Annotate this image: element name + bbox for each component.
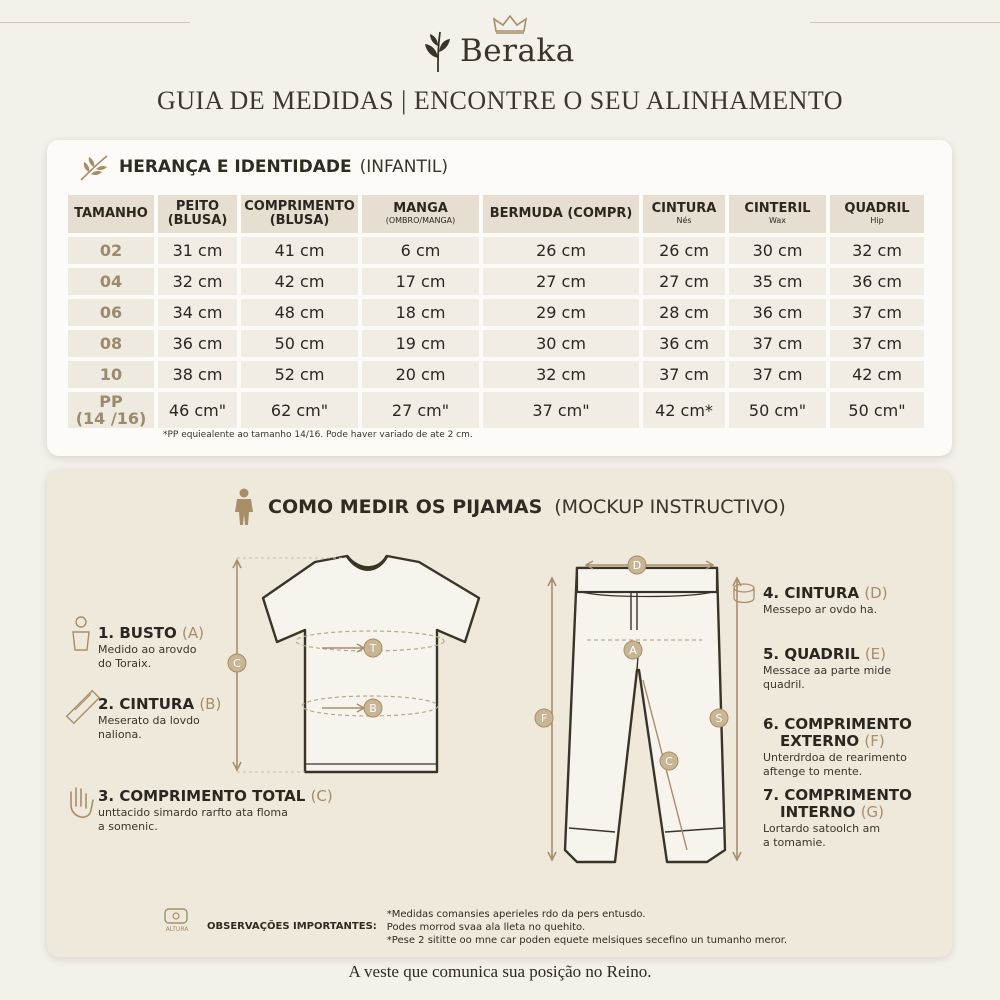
- footer-tagline: A veste que comunica sua posição no Reino.: [348, 962, 652, 981]
- size-table-card: [47, 140, 952, 456]
- measure-badge-letter: B: [369, 702, 377, 715]
- size-cell: 02: [68, 237, 154, 264]
- measurement-cell: 42 cm: [241, 268, 358, 295]
- step-total-length: 3. COMPRIMENTO TOTAL (C) unttacido simardo rarfto ata floma a somenic.: [98, 787, 333, 833]
- observation-item: Podes morrod svaa ala lleta no quehito.: [386, 922, 586, 933]
- table-heading: [77, 150, 448, 184]
- measure-badge-letter: D: [632, 559, 642, 572]
- measurement-cell: 46 cm": [158, 392, 237, 428]
- measurement-cell: 28 cm: [643, 299, 725, 326]
- measure-badge: [710, 709, 728, 727]
- page-title: GUIA DE MEDIDAS | ENCONTRE O SEU ALINHAMENTO: [156, 86, 844, 115]
- table-row-pp: [68, 392, 924, 428]
- measurement-cell: 35 cm: [729, 268, 826, 295]
- size-cell: 08: [68, 330, 154, 357]
- pants-illustration: [565, 568, 725, 862]
- measurement-cell: 31 cm: [158, 237, 237, 264]
- brand-logo: [420, 26, 620, 76]
- col-header-chest: PEITO (BLUSA): [158, 195, 237, 233]
- measurement-cell: 6 cm: [362, 237, 479, 264]
- measurement-cell: 48 cm: [241, 299, 358, 326]
- measurement-cell: 26 cm: [483, 237, 639, 264]
- measure-badge-letter: A: [629, 644, 637, 657]
- measurement-cell: 50 cm": [830, 392, 924, 428]
- observations: [157, 908, 787, 947]
- col-header-length: COMPRIMENTO (BLUSA): [241, 195, 358, 233]
- measurement-cell: 36 cm: [158, 330, 237, 357]
- observations-label: OBSERVAÇÕES IMPORTANTES:: [207, 921, 377, 932]
- measurement-cell: 37 cm: [729, 361, 826, 388]
- measurement-cell: 36 cm: [830, 268, 924, 295]
- size-table: [64, 191, 928, 432]
- col-header-hip: QUADRIL Hip: [830, 195, 924, 233]
- measurement-cell: 36 cm: [729, 299, 826, 326]
- measure-badge-letter: S: [715, 712, 723, 725]
- table-row: [68, 268, 924, 295]
- measurement-cell: 32 cm: [830, 237, 924, 264]
- size-pp-label: PP: [99, 392, 123, 411]
- measurement-cell: 62 cm": [241, 392, 358, 428]
- step-bust: 1. BUSTO (A) Medido ao arovdo do Toraix.: [98, 624, 204, 670]
- measurement-cell: 30 cm: [483, 330, 639, 357]
- measurement-cell: 17 cm: [362, 268, 479, 295]
- table-row: [68, 299, 924, 326]
- measure-badge: [660, 752, 678, 770]
- table-footnote: *PP equiealente ao tamanho 14/16. Pode haver variado de ate 2 cm.: [163, 430, 473, 440]
- measure-badge-letter: F: [540, 712, 548, 725]
- leaf-icon: [420, 28, 456, 74]
- measurement-cell: 20 cm: [362, 361, 479, 388]
- decorative-line-left: [0, 22, 190, 23]
- step-hip: 5. QUADRIL (E) Messace aa parte mide quadril.: [763, 645, 892, 691]
- size-cell: 04: [68, 268, 154, 295]
- measurement-cell: 27 cm: [483, 268, 639, 295]
- measure-badge-letter: C: [233, 657, 241, 670]
- measurement-cell: 37 cm": [483, 392, 639, 428]
- measurement-cell: 38 cm: [158, 361, 237, 388]
- measurement-cell: 37 cm: [830, 299, 924, 326]
- measurement-cell: 41 cm: [241, 237, 358, 264]
- step-outer-length: 6. COMPRIMENTO EXTERNO (F) Unterdrdoa de rearimento aftenge to mente.: [763, 715, 912, 778]
- measurement-cell: 52 cm: [241, 361, 358, 388]
- measurement-cell: 27 cm": [362, 392, 479, 428]
- measurement-cell: 50 cm: [241, 330, 358, 357]
- table-title: HERANÇA E IDENTIDADE: [119, 157, 352, 177]
- table-subtitle: (INFANTIL): [359, 157, 449, 177]
- observation-item: *Medidas comansies aperieles rdo da pers entusdo.: [386, 909, 646, 920]
- measurement-cell: 36 cm: [643, 330, 725, 357]
- tape-measure-icon: [67, 691, 100, 724]
- measurement-cell: 50 cm": [729, 392, 826, 428]
- table-row: [68, 237, 924, 264]
- measure-badge-letter: T: [369, 642, 377, 655]
- col-header-size: TAMANHO: [68, 195, 154, 233]
- height-badge-label: ALTURA: [165, 926, 189, 933]
- size-cell: 10: [68, 361, 154, 388]
- step-inner-length: 7. COMPRIMENTO INTERNO (G) Lortardo satoolch am a tomamie.: [763, 786, 912, 849]
- how-to-measure-card: [47, 470, 952, 957]
- observations-list: [387, 908, 787, 947]
- table-header-row: [68, 195, 924, 233]
- brand-name: Beraka: [460, 33, 575, 69]
- size-pp-range: (14 /16): [75, 409, 147, 428]
- col-header-sleeve: MANGA (OMBRO/MANGA): [362, 195, 479, 233]
- col-header-waist: CINTURA Nés: [643, 195, 725, 233]
- observation-item: *Pese 2 sititte oo mne car poden equete melsiques secefino un tumanho meror.: [386, 935, 788, 946]
- measure-badge: [624, 641, 642, 659]
- measurement-cell: 34 cm: [158, 299, 237, 326]
- col-header-cinteril: CINTERIL Wax: [729, 195, 826, 233]
- measurement-cell: 37 cm: [830, 330, 924, 357]
- tshirt-illustration: [263, 556, 479, 772]
- measurement-cell: 19 cm: [362, 330, 479, 357]
- measurement-cell: 29 cm: [483, 299, 639, 326]
- step-waist-shirt: 2. CINTURA (B) Meserato da lovdo naliona.: [98, 695, 222, 741]
- measure-badge: [628, 556, 646, 574]
- height-badge-icon: [157, 906, 197, 934]
- torso-icon: [73, 617, 89, 650]
- measure-badge: [364, 639, 382, 657]
- measurement-cell: 37 cm: [729, 330, 826, 357]
- col-header-shorts: BERMUDA (COMPR): [483, 195, 639, 233]
- measurement-cell: 42 cm: [830, 361, 924, 388]
- table-row: [68, 330, 924, 357]
- measure-subtitle: (MOCKUP INSTRUCTIVO): [554, 496, 786, 518]
- measurement-cell: 30 cm: [729, 237, 826, 264]
- measurement-cell: 18 cm: [362, 299, 479, 326]
- measure-badge: [364, 699, 382, 717]
- table-row: [68, 361, 924, 388]
- measurement-cell: 32 cm: [483, 361, 639, 388]
- measure-badge-letter: C: [665, 755, 673, 768]
- measure-title: COMO MEDIR OS PIJAMAS: [268, 496, 543, 518]
- step-waist-pants: 4. CINTURA (D) Messepo ar ovdo ha.: [763, 584, 888, 616]
- measurement-cell: 37 cm: [643, 361, 725, 388]
- size-cell-pp: [68, 392, 154, 428]
- wheat-leaf-icon: [77, 152, 111, 182]
- measurement-cell: 42 cm*: [643, 392, 725, 428]
- measurement-cell: 32 cm: [158, 268, 237, 295]
- measure-badge: [228, 654, 246, 672]
- measurement-cell: 26 cm: [643, 237, 725, 264]
- decorative-line-right: [810, 22, 1000, 23]
- measurement-cell: 27 cm: [643, 268, 725, 295]
- size-cell: 06: [68, 299, 154, 326]
- measure-badge: [535, 709, 553, 727]
- hand-icon: [71, 788, 93, 817]
